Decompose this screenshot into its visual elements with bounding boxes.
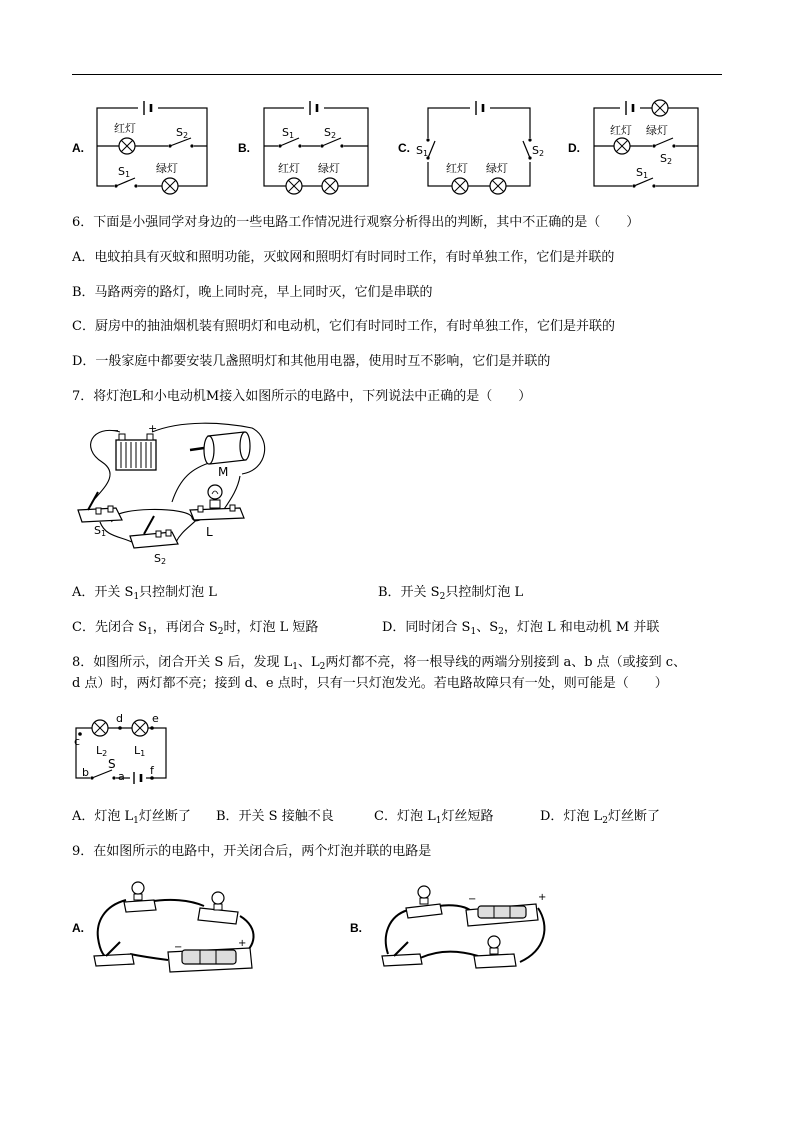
lamp-icon — [652, 100, 668, 116]
q8-option-c: C．灯泡 $L_1$灯丝短路 — [374, 809, 494, 826]
q5-option-b-letter: B. — [238, 141, 250, 155]
lamp-icon — [198, 892, 238, 924]
battery-icon — [116, 434, 156, 470]
q9-stem: 9．在如图所示的电路中，开关闭合后，两个灯泡并联的电路是 — [72, 844, 432, 859]
switch-s2-label: S2 — [154, 552, 167, 566]
q5-circuit-c — [418, 96, 548, 194]
battery-minus: − — [468, 894, 477, 905]
battery-icon — [466, 904, 538, 926]
q8-stem-line1: 8．如图所示，闭合开关 S 后，发现 $L_1$、$L_2$两灯都不亮，将一根导线的两端分别接到 a、b 点（或接到 c、 — [72, 655, 687, 672]
label-s1: S1 — [416, 144, 429, 158]
point-c: c — [74, 735, 81, 748]
label-s2: S2 — [660, 152, 673, 166]
label-s1: S1 — [282, 126, 295, 140]
battery-minus: − — [174, 942, 183, 953]
point-d: d — [116, 712, 123, 725]
label-red: 红灯 — [610, 124, 632, 137]
point-a: a — [118, 770, 125, 783]
battery-plus: + — [148, 422, 158, 435]
battery-plus: + — [238, 938, 247, 949]
q5-circuit-b — [258, 96, 378, 194]
q8-figure — [72, 710, 172, 782]
lamp-icon — [132, 720, 148, 736]
label-green: 绿灯 — [156, 162, 178, 175]
lamp-l1-label: L1 — [134, 744, 146, 758]
point-f: f — [150, 764, 154, 777]
lamp-l2-label: L2 — [96, 744, 108, 758]
lamp-icon — [452, 178, 468, 194]
q7-option-b: B．开关 $S_2$只控制灯泡 L — [378, 585, 524, 602]
q6-option-c: C．厨房中的抽油烟机装有照明灯和电动机，它们有时同时工作，有时单独工作，它们是并联的 — [72, 319, 615, 334]
motor-icon — [190, 432, 250, 464]
lamp-l-label: L — [206, 525, 213, 539]
q9-option-a-letter: A. — [72, 921, 84, 935]
label-red: 红灯 — [446, 162, 468, 175]
q6-option-a: A．电蚊拍具有灭蚊和照明功能，灭蚊网和照明灯有时同时工作，有时单独工作，它们是并联的 — [72, 250, 615, 265]
q7-option-c: C．先闭合 $S_1$，再闭合 $S_2$时，灯泡 L 短路 — [72, 620, 319, 637]
lamp-icon — [474, 936, 516, 968]
lamp-icon — [614, 138, 630, 154]
lamp-icon — [406, 886, 442, 918]
q8-option-d: D．灯泡 $L_2$灯丝断了 — [540, 809, 660, 826]
switch-s1-label: S1 — [94, 524, 107, 538]
switch-s1-icon — [78, 492, 122, 522]
q6-option-d: D．一般家庭中都要安装几盏照明灯和其他用电器，使用时互不影响，它们是并联的 — [72, 354, 551, 369]
q7-stem: 7．将灯泡L和小电动机M接入如图所示的电路中，下列说法中正确的是（ ） — [72, 389, 532, 404]
switch-s2-icon — [130, 516, 178, 548]
lamp-icon — [322, 178, 338, 194]
lamp-icon — [286, 178, 302, 194]
label-green: 绿灯 — [318, 162, 340, 175]
q5-option-a-letter: A. — [72, 141, 84, 155]
lamp-icon — [92, 720, 108, 736]
q7-figure — [72, 418, 272, 568]
q5-circuit-a — [90, 96, 220, 194]
label-s2: S2 — [176, 126, 189, 140]
label-red: 红灯 — [114, 122, 136, 135]
q5-option-d-letter: D. — [568, 141, 580, 155]
q7-option-a: A．开关 $S_1$只控制灯泡 L — [72, 585, 217, 602]
lamp-icon — [162, 178, 178, 194]
point-e: e — [152, 712, 159, 725]
q6-option-b: B．马路两旁的路灯，晚上同时亮，早上同时灭，它们是串联的 — [72, 285, 433, 300]
point-b: b — [82, 766, 89, 779]
label-green: 绿灯 — [646, 124, 668, 137]
q8-option-b: B．开关 S 接触不良 — [216, 809, 334, 824]
label-s1: S1 — [636, 166, 649, 180]
label-s2: S2 — [532, 144, 545, 158]
label-green: 绿灯 — [486, 162, 508, 175]
battery-plus: + — [538, 892, 547, 903]
battery-minus: − — [110, 424, 120, 437]
q9-option-b-letter: B. — [350, 921, 362, 935]
q7-option-d: D．同时闭合 $S_1$、$S_2$，灯泡 L 和电动机 M 并联 — [382, 620, 660, 637]
lamp-icon — [490, 178, 506, 194]
lamp-icon — [124, 882, 156, 912]
lamp-icon — [119, 138, 135, 154]
q5-option-c-letter: C. — [398, 141, 410, 155]
header-rule — [72, 74, 722, 75]
label-red: 红灯 — [278, 162, 300, 175]
q8-stem-line2: d 点）时，两灯都不亮；接到 d、e 点时，只有一只灯泡发光。若电路故障只有一处，则可能是（ ） — [72, 676, 668, 691]
switch-s-label: S — [108, 757, 116, 771]
q9-figure-a — [90, 876, 265, 976]
motor-label: M — [218, 465, 229, 479]
q5-circuit-d — [588, 96, 708, 194]
label-s1: S1 — [118, 165, 131, 179]
label-s2: S2 — [324, 126, 337, 140]
q6-stem: 6．下面是小强同学对身边的一些电路工作情况进行观察分析得出的判断，其中不正确的是（ ） — [72, 215, 640, 230]
q8-option-a: A．灯泡 $L_1$灯丝断了 — [72, 809, 191, 826]
q9-figure-b — [378, 876, 553, 976]
